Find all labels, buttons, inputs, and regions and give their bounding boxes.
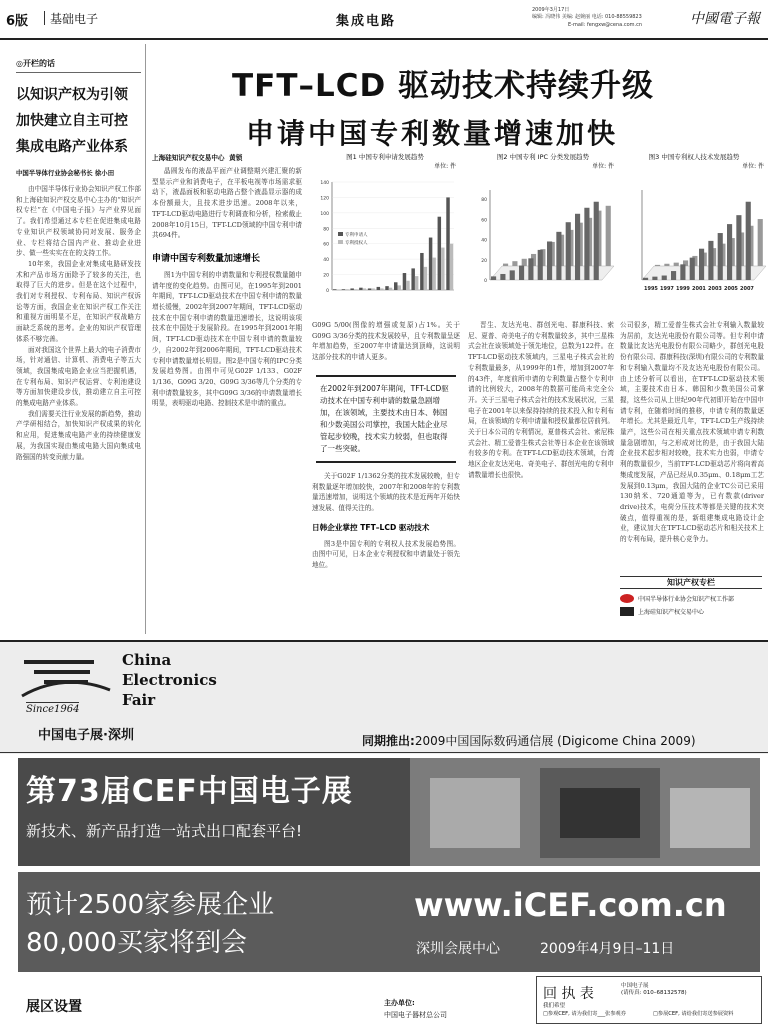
- pull-quote: [316, 375, 456, 463]
- chart-3-bar-front: [643, 278, 648, 280]
- ip-org-row-1: [620, 594, 762, 603]
- masthead-divider: [44, 11, 45, 25]
- chart-2-bar-back: [522, 259, 527, 266]
- column-title-2: 加快建立自主可控: [16, 113, 128, 129]
- chart-1-bar-granted: [354, 289, 357, 290]
- chart-1-bar-granted: [441, 248, 444, 290]
- column-tag: ◎开栏的话: [16, 59, 55, 68]
- chart-3-bar-back: [758, 219, 763, 266]
- chart-2-bar-front: [510, 270, 515, 280]
- chart-1-bar-granted: [371, 288, 374, 290]
- ip-org-row-2: [620, 607, 762, 616]
- chart-1-bar-granted: [415, 276, 418, 290]
- chart-1-bar-applied: [403, 273, 406, 290]
- chart-1-bar-granted: [450, 244, 453, 290]
- headline-line-1: TFT–LCD 驱动技术持续升级: [232, 68, 654, 104]
- chart-2-tick-label: 0: [484, 279, 487, 284]
- chart-3-bar-front: [662, 276, 667, 280]
- chart-3-bar-back: [674, 263, 679, 266]
- chart-1-bar-applied: [342, 289, 345, 290]
- chart-3-bar-front: [736, 215, 741, 280]
- chart-3-bar-back: [664, 264, 669, 266]
- section-name: 基础电子: [50, 12, 99, 26]
- ip-box-title: [620, 576, 762, 589]
- chart-1-tick-label: 0: [326, 289, 329, 294]
- article-col4-body: 公司很多，精工爱普生株式会社专利输入数量较为居前，友达光电股份有限公司等。但专利申请数量比友达光电股份有限公司略少，群创光电股份有限公司、群康科技(深圳)有限公司的专利数量和专利输入数量均不及友达光电股份有限公司。由上述分析可以看出，在TFT-LCD驱动技术领域，主要技术由日本、韩国和少数美国公司掌握，这些公司从上世纪90年代初即开始在中国申请专利，在随着时间的推移，申请专利的数量逐年增长。尤其是最近几年，TFT-LCD生产线持续量产，这些公司在相关重点技术领域申请专利数量急剧增加，与之形成对比的是，由于我国大陆企业技术起步相对较晚，技术实力也弱，申请专利的数量很少，当前TFT-LCD驱动芯片将向着高集成度发展，产品已经从0.35μm、0.18μm工艺发展到0.13μm，我国大陆的企业TC公司已采用130纳米、720通道等为，已有数款(driver drive)技术，电荷分压技术等都是关键的技术突破点，值得重视的是，新组建集成电路设计企业，建议加大在TFT-LCD驱动芯片和相关技术上的专利布局，提升核心竞争力。: [620, 321, 764, 544]
- masthead-date: 2009年3月17日: [532, 7, 570, 13]
- byline-name: 黄锁: [229, 154, 243, 162]
- chart-1-legend-swatch: [338, 232, 343, 236]
- chart-2-bar-front: [556, 232, 561, 280]
- chart-2: [468, 152, 618, 317]
- receipt-form[interactable]: [536, 976, 762, 1024]
- chart-1-tick-label: 120: [320, 196, 329, 202]
- ad-since: Since1964: [26, 704, 80, 715]
- chart-3-x-label: 2003: [708, 286, 722, 292]
- chart-3-bar-front: [680, 264, 685, 280]
- chart-1-title: 图1 中国专利申请发展趋势: [346, 153, 424, 161]
- chart-1-bar-applied: [385, 286, 388, 290]
- ad-buyers: 80,000买家将到会: [26, 928, 247, 958]
- chart-2-tick-label: 60: [481, 218, 487, 224]
- chart-3-x-label: 1995: [644, 286, 658, 292]
- chart-1-unit: 单位: 件: [434, 163, 456, 170]
- csia-logo-icon: [620, 594, 634, 603]
- chart-2-tick-label: 80: [481, 198, 487, 203]
- column-paragraph: 面对我国这个世界上最大的电子消费市场，针对通信、计算机、消费电子等五大领域，我国集成电路企业应当把握机遇，在专利布局、知识产权运营、专利池建设等方面加快建设步伐，推动建立自主可控的集成电路产业体系。: [16, 345, 141, 408]
- chart-2-bar-front: [491, 276, 496, 280]
- chart-1-legend-label: 专利授权人: [345, 241, 368, 246]
- column-paragraph: 我们需要关注行业发展的新趋势，推动产学研相结合，加快知识产权成果的转化和应用，促进集成电路产业的持续健康发展，为我国实现由集成电路大国向集成电路强国的转变贡献力量。: [16, 409, 141, 461]
- ad-venue: 深圳会展中心: [416, 941, 500, 957]
- pull-quote-text: 在2002年到2007年期间，TFT-LCD驱动技术在中国专利申请的数量急剧增加，在该领域，主要技术由日本、韩国和少数美国公司掌控，我国大陆企业尽管起步较晚，技术实力较弱，但也取得了一些突破。: [320, 383, 449, 453]
- chart-3-x-label: 2007: [740, 286, 754, 292]
- chart-3-x-label: 2001: [692, 286, 706, 292]
- ip-column-box: [620, 576, 762, 628]
- article-col-1: [152, 166, 302, 636]
- chart-2-tick-label: 40: [481, 238, 487, 244]
- chart-3-bar-back: [655, 265, 660, 266]
- subhead-2: 日韩企业掌控 TFT–LCD 驱动技术: [312, 522, 430, 532]
- article-intro: 晶圆发布的液晶平面产业调整期兴建汇聚的新型显示产业和消费电子，在平板电视等市场需求驱动下，液晶面板和驱动电路占整个液晶显示器的成本份额最大，且技术进步迅速。2008年以来，TFT-LCD驱动电路进行专利调查和分析，检索截止2008年10月15日，TFT-LCD领域的中国专利申请共694件。: [152, 167, 302, 240]
- chart-3-bar-front: [690, 258, 695, 280]
- ad-concurrent: [362, 732, 696, 749]
- chart-2-unit: 单位: 件: [592, 163, 614, 170]
- chart-1-tick-label: 80: [323, 227, 329, 233]
- chart-1-legend-swatch: [338, 240, 343, 244]
- article-col3-body: 晋生、友达光电、群创光电、群康科技、索尼、夏普、奇美电子的专利数量较多，其中三星株式会社在该领域处于领先地位，总数为122件。在TFT-LCD驱动技术领域内，三星电子株式会社的专利数量最多，从1999年的1件，增加到2007年的43件，年度前所申请的专利数量占整个专利申请的比例较大，2008年的数据可能尚未完全公开。关于三星电子株式会社的技术发展状况，三星电子在2001年以来保持持续的技术投入和专利布局，在该领域的专利申请量和授权量都位居前列。关于日本公司的专利情况，夏普株式会社、索尼株式会社、精工爱普生株式会社等日本企业在该领域有较多的专利。在TFT-LCD驱动技术领域，台湾地区企业友达光电、奇美电子、群创光电的专利申请数量增长也很快。: [468, 321, 614, 479]
- chart-2-bar-back: [512, 261, 517, 266]
- sipx-logo-icon: [620, 607, 634, 616]
- chart-2-bar-front: [594, 202, 599, 280]
- chart-1-bar-applied: [333, 289, 336, 290]
- chart-1-bar-applied: [438, 217, 441, 290]
- chart-2-bar-back: [606, 206, 611, 266]
- chart-3-title: 图3 中国专利权人技术发展趋势: [648, 153, 740, 161]
- headline-line-2: 申请中国专利数量增速加快: [246, 117, 619, 150]
- chart-1-tick-label: 100: [320, 211, 329, 217]
- chart-1-bar-applied: [394, 282, 397, 290]
- byline-org: 上海硅知识产权交易中心: [152, 154, 225, 162]
- article-byline: [152, 152, 242, 162]
- masthead-editors: 编辑: 冯晓伟 美编: 赵婉丽 电话: 010-88559823: [532, 14, 642, 20]
- chip-photo-icon: [410, 758, 760, 866]
- chart-2-bar-front: [584, 208, 589, 280]
- ad-exhibitors: 预计2500家参展企业: [26, 890, 275, 920]
- receipt-line: 我们希望: [543, 1003, 566, 1009]
- chart-1-tick-label: 20: [323, 273, 329, 279]
- ad-concurrent-event: 2009中国国际数码通信展 (Digicome China 2009): [414, 734, 696, 748]
- receipt-option-2[interactable]: □参展CEF, 请给我们寄送参展资料: [653, 1011, 734, 1017]
- chart-1-bar-applied: [446, 197, 449, 290]
- chart-1-bar-applied: [377, 287, 380, 290]
- chart-2-bar-front: [575, 214, 580, 280]
- article-col2-bot: 图3是中国专利的专利权人技术发展趋势图。由图中可见，日本企业专利授权和申请量处于领先地位。: [312, 539, 460, 570]
- masthead-email: E-mail: fengxw@cena.com.cn: [568, 22, 643, 28]
- chart-1-bar-granted: [363, 288, 366, 290]
- column-rule: [16, 72, 141, 73]
- chart-2-bar-back: [503, 264, 508, 266]
- ad-photo-chips: [410, 758, 760, 866]
- chart-1-bar-applied: [411, 268, 414, 290]
- ip-box-title-text: 知识产权专栏: [667, 578, 715, 587]
- article-col-4: [620, 320, 764, 572]
- chart-1-bar-applied: [350, 288, 353, 290]
- article-col-2: [312, 320, 460, 636]
- ad-concurrent-label: 同期推出:: [362, 734, 415, 748]
- chart-2-bar-front: [519, 266, 524, 280]
- ad-brand: [122, 650, 217, 710]
- chart-3-bar-front: [746, 202, 751, 280]
- column-sidebar: [0, 44, 146, 634]
- chart-2-bar-front: [547, 241, 552, 280]
- chart-1-bar-granted: [380, 288, 383, 290]
- column-paragraph: 由中国半导体行业协会知识产权工作部和上海硅知识产权交易中心主办的“知识产权专栏”在《中国电子报》与产业界见面了。我们希望通过本专栏在促进集成电路专业知识产权领域协同对发展、服务企业、专栏将结合国内产业、推动企业进步、做一些实实在在的支持工作。: [16, 185, 141, 258]
- chart-1-bar-granted: [397, 285, 400, 290]
- article-col1-body: 图1为中国专利的申请数量和专利授权数量随申请年度的变化趋势。由图可见，在1995年到2001年期间，TFT-LCD驱动技术在中国专利申请的数量增长缓慢，2002年到2007年期间，TFT-LCD驱动技术在中国专利申请的数量迅速增长，这说明该项技术在中国处于发展阶段。在1995年到2001年期间，TFT-LCD驱动技术在中国专利申请的数量较少，自2002年到2006年期间，TFT-LCD驱动技术专利申请数量增长明显。图2是中国专利的IPC分类发展趋势图。由图中可见G02F 1/133、G02F 1/136、G09G 3/20、G09G 3/36等几个分类的专利申请数量较多，其中G09G 3/36的申请数量增长明显，表明驱动电路、控制技术是申请的重点。: [152, 270, 302, 408]
- ad-brand-2: Electronics: [122, 671, 217, 689]
- column-body: [16, 184, 141, 462]
- ad-dates: 2009年4月9日–11日: [540, 941, 675, 957]
- page-number: 6版: [6, 14, 29, 29]
- cef-logo-icon: [14, 652, 114, 708]
- chart-1-bar-granted: [389, 288, 392, 290]
- chart-3: [620, 152, 768, 317]
- chart-3-x-label: 2005: [724, 286, 738, 292]
- chart-2-bar-front: [500, 274, 505, 280]
- ad-brand-1: China: [122, 651, 172, 669]
- chart-2-title: 图2 中国专利 IPC 分类发展趋势: [496, 153, 590, 161]
- masthead: [0, 0, 768, 40]
- column-paragraph: 10年来，我国企业对集成电路研发技术和产品市场方面除予了较多的关注，也取得了巨大的进步。但是在这个过程中，我们对专利授权、专利布局、知识产权诉讼等方面，我国企业在知识产权工作关注和重视方面明显不足，在知识产权战略方面缺乏系统的思考。企业的知识产权管理体系不够完善。: [16, 259, 141, 343]
- article-col2-mid: 关于G02F 1/1362分类的技术发展较晚，但专利数量逐年增加较快，2007年和2008年的专利数量迅速增加，说明这个领域的技术是近两年开始快速发展、值得关注的。: [312, 471, 460, 512]
- chart-1-tick-label: 40: [323, 258, 329, 264]
- cef-advertisement: [0, 640, 768, 1024]
- article-col-3: [468, 320, 614, 636]
- column-title-1: 以知识产权为引领: [16, 87, 128, 103]
- chart-1: [310, 152, 460, 317]
- chart-3-svg: [620, 170, 768, 310]
- ip-org-1: 中国半导体行业协会知识产权工作部: [638, 596, 735, 603]
- chart-3-bar-front: [708, 241, 713, 280]
- chart-2-svg: [468, 170, 618, 310]
- subhead-1: 申请中国专利数量加速增长: [152, 253, 261, 264]
- chart-1-bar-applied: [420, 253, 423, 290]
- article-col2-top: G09G 5/00(图像的增强或复原)占1%。关于G09G 3/36分类的技术发展较早，且专利数量呈逐年增加趋势，至2007年申请量达到顶峰，这说明这部分技术的申请人更多。: [312, 321, 460, 362]
- ad-organizer-label: 主办单位:: [384, 999, 415, 1007]
- chart-1-legend-label: 专利申请人: [345, 233, 368, 238]
- chart-1-tick-label: 60: [323, 242, 329, 248]
- chart-1-bar-applied: [359, 288, 362, 290]
- ip-org-2: 上海硅知识产权交易中心: [638, 609, 705, 616]
- column-title-3: 集成电路产业体系: [16, 139, 128, 155]
- chart-3-bar-front: [699, 249, 704, 280]
- chart-2-bar-front: [566, 222, 571, 280]
- chart-3-bar-front: [718, 233, 723, 280]
- receipt-note: (请传真: 010–68132578): [621, 990, 687, 996]
- ad-slogan: 新技术、新产品打造一站式出口配套平台!: [26, 822, 303, 840]
- chart-2-tick-label: 20: [481, 258, 487, 264]
- receipt-company: 中国电子展: [621, 983, 649, 989]
- chart-1-bar-granted: [432, 258, 435, 290]
- chart-3-bar-front: [671, 271, 676, 280]
- ad-brand-3: Fair: [122, 691, 156, 709]
- ad-cn-title: 中国电子展·深圳: [38, 728, 134, 743]
- chart-3-bar-front: [652, 277, 657, 280]
- newspaper-logo: 中國電子報: [690, 11, 760, 27]
- chart-2-bar-front: [528, 258, 533, 280]
- chart-1-tick-label: 140: [320, 181, 329, 186]
- column-byline: 中国半导体行业协会秘书长 徐小田: [16, 169, 115, 177]
- chart-1-svg: [310, 170, 460, 310]
- chart-3-x-label: 1999: [676, 286, 690, 292]
- ad-section: 展区设置: [26, 999, 82, 1015]
- section-center: 集成电路: [336, 14, 397, 29]
- chart-1-bar-granted: [406, 281, 409, 290]
- ad-big-title: 第73届CEF中国电子展: [26, 774, 353, 809]
- ad-rule: [0, 752, 768, 753]
- chart-1-bar-applied: [368, 288, 371, 290]
- chart-1-bar-granted: [424, 267, 427, 290]
- chart-1-bar-granted: [345, 289, 348, 290]
- chart-3-bar-front: [727, 224, 732, 280]
- chart-2-bar-front: [538, 250, 543, 280]
- chart-3-unit: 单位: 件: [742, 163, 764, 170]
- ad-organizer: 中国电子器材总公司: [384, 1011, 447, 1019]
- ad-url[interactable]: www.iCEF.com.cn: [414, 886, 727, 924]
- receipt-option-1[interactable]: □参观CEF, 请为我们寄___张参观券: [543, 1011, 626, 1017]
- chart-1-bar-applied: [429, 238, 432, 290]
- chart-3-x-label: 1997: [660, 286, 674, 292]
- receipt-title: 回 执 表: [543, 986, 594, 1002]
